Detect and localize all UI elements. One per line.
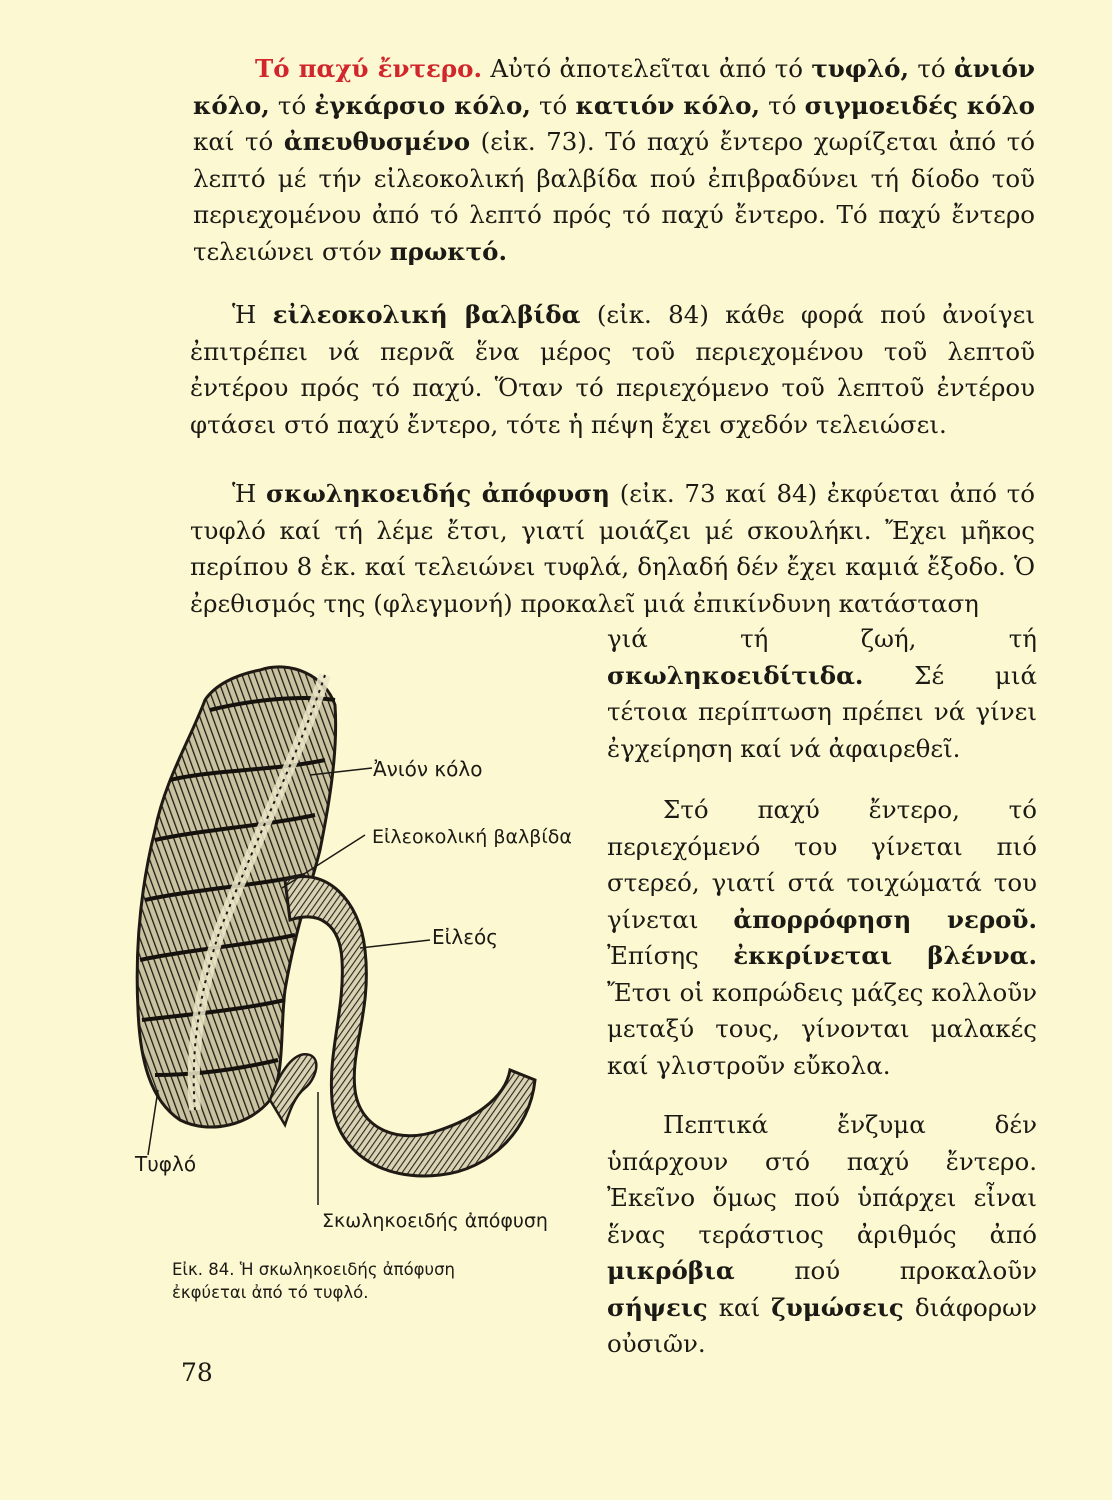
text: (εἰκ. 84) κάθε φορά πού ἀνοίγει ἐπιτρέπει νά περνᾶ ἕνα μέρος τοῦ περιεχομένου τοῦ λεπτοῦ ἐντέρου πρός τό παχύ. Ὅταν τό περιεχόμενο τοῦ λεπτοῦ ἐντέρου φτάσει στό παχύ ἔντερο, τότε ἡ πέψη ἔχει σχεδόν τελειώσει. [190, 300, 1035, 439]
ileum [285, 876, 535, 1175]
text: Ἡ [232, 300, 273, 329]
text: τό [530, 90, 576, 120]
label-cecum: Τυφλό [135, 1152, 197, 1176]
bold-term: ἐγκάρσιο κόλο, [314, 90, 531, 120]
text: τό [909, 54, 954, 83]
bold-term: ἀπορρόφηση νεροῦ. [733, 904, 1038, 934]
page-number: 78 [181, 1358, 213, 1387]
cecum-illustration [110, 630, 600, 1230]
bold-term: ἀνιόν κόλο, [193, 54, 1035, 120]
text: πού προκαλοῦν [734, 1256, 1037, 1285]
text: Αὐτό ἀποτελεῖται ἀπό τό [482, 54, 812, 83]
text: καί [707, 1292, 772, 1322]
bold-term: σκωληκοειδίτιδα. [607, 660, 864, 690]
bold-term: πρωκτό. [389, 236, 508, 266]
paragraph-microbes [607, 1107, 1037, 1363]
bold-term: εἰλεοκολική βαλβίδα [272, 300, 581, 329]
bold-term: τυφλό, [811, 54, 910, 83]
label-ileocecal-valve: Εἰλεοκολική βαλβίδα [372, 826, 572, 848]
text: Πεπτικά ἔνζυμα δέν ὑπάρχουν στό παχύ ἔντερο. Ἐκεῖνο ὅμως πού ὑπάρχει εἶναι ἕνας τεράστιος ἀριθμός ἀπό [607, 1110, 1037, 1249]
paragraph-water-absorption [607, 792, 1037, 1084]
label-appendix: Σκωληκοειδής ἀπόφυση [322, 1210, 548, 1232]
bold-term: σιγμοειδές κόλο [804, 90, 1036, 120]
bold-term: μικρόβια [607, 1256, 735, 1285]
text: γιά τή ζωή, τή [607, 624, 1037, 653]
text: Ἐπίσης [607, 941, 734, 970]
text: Στό παχύ ἔντερο, τό περιεχόμενό του γίνεται πιό στερεό, γιατί στά τοιχώματά του γίνεται [607, 795, 1037, 934]
caption-line-1: Εἰκ. 84. Ἡ σκωληκοειδής ἀπόφυση [172, 1260, 456, 1279]
text: (εἰκ. 73). Τό παχύ ἔντερο χωρίζεται ἀπό τό λεπτό μέ τήν εἰλεοκολική βαλβίδα πού ἐπιβραδύνει τή δίοδο τοῦ περιεχομένου ἀπό τό λεπτό πρός τό παχύ ἔντερο. Τό παχύ ἔντερο τελειώνει στόν [193, 127, 1035, 266]
bold-term: σκωληκοειδής ἀπόφυση [266, 479, 610, 508]
bold-term: ζυμώσεις [771, 1292, 904, 1322]
text: καί τό [193, 127, 284, 156]
text: διάφορων οὐσιῶν. [607, 1292, 1037, 1358]
bold-term: ἀπευθυσμένο [283, 127, 471, 156]
text: Ἡ [232, 479, 267, 508]
label-ascending-colon: Ἀνιόν κόλο [373, 757, 483, 781]
text: Σέ μιά τέτοια περίπτωση πρέπει νά γίνει ἐγχείρηση καί νά ἀφαιρεθεῖ. [607, 660, 1037, 763]
paragraph-ileocecal-valve [190, 297, 1035, 443]
paragraph-appendix-continued [607, 621, 1037, 767]
text: τό [269, 90, 315, 120]
bold-term: κατιόν κόλο, [575, 90, 761, 120]
label-ileum: Εἰλεός [432, 925, 499, 949]
caption-line-2: ἐκφύεται ἀπό τό τυφλό. [172, 1283, 369, 1302]
text: (εἰκ. 73 καί 84) ἐκφύεται ἀπό τό τυφλό καί τή λέμε ἔτσι, γιατί μοιάζει μέ σκουλήκι. Ἔχει μῆκος περίπου 8 ἑκ. καί τελειώνει τυφλά, δηλαδή δέν ἔχει καμιά ἔξοδο. Ὁ ἐρεθισμός της (φλεγμονή) προκαλεῖ μιά ἐπικίνδυνη κατάσταση [190, 479, 1035, 618]
paragraph-appendix [190, 476, 1035, 622]
bold-term: ἐκκρίνεται βλέννα. [733, 941, 1037, 970]
bold-term: σήψεις [607, 1292, 708, 1322]
paragraph-large-intestine [193, 51, 1035, 270]
text: Ἔτσι οἱ κοπρώδεις μάζες κολλοῦν μεταξύ τους, γίνονται μαλακές καί γλιστροῦν εὔκολα. [607, 977, 1037, 1080]
text: τό [760, 90, 805, 120]
section-title: Τό παχύ ἔντερο. [255, 54, 483, 83]
figure-caption [172, 1258, 572, 1304]
